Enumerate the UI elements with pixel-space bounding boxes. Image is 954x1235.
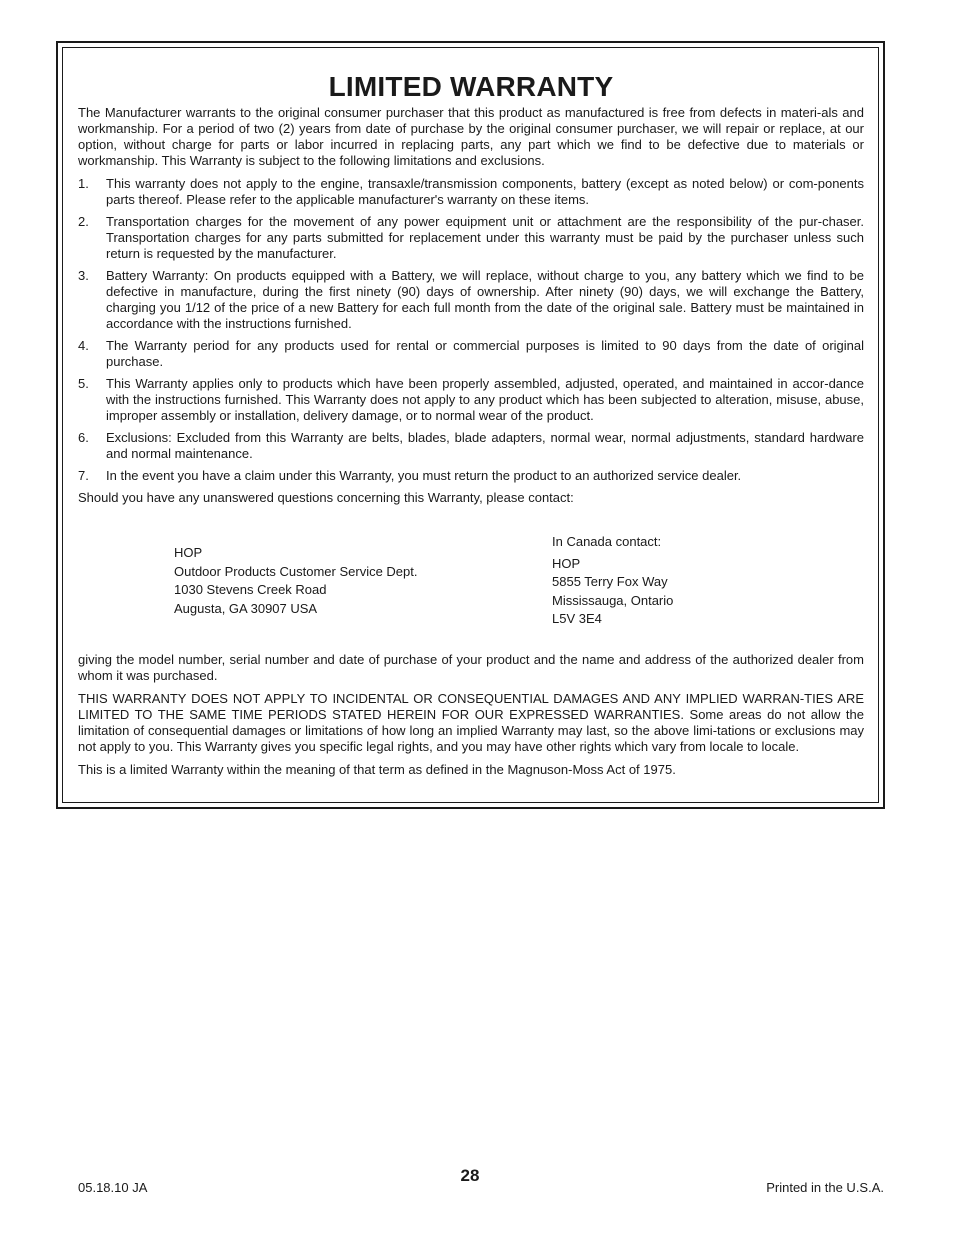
list-item	[78, 376, 864, 424]
item-text: In the event you have a claim under this Warranty, you must return the product to an authorized service dealer.	[106, 468, 742, 483]
list-item	[78, 214, 864, 262]
list-item	[78, 176, 864, 208]
canada-street: 5855 Terry Fox Way	[552, 574, 668, 589]
warranty-content	[78, 70, 864, 785]
item-number: 1.	[78, 176, 89, 191]
item-text: This Warranty applies only to products which have been properly assembled, adjusted, operated, and maintained in accor-dance with the instructions furnished. This Warranty does not apply to any product which has been subjected to alteration, misuse, abuse, improper assembly or installation, delivery damage, or to normal wear of the product.	[106, 376, 864, 423]
canada-postal: L5V 3E4	[552, 611, 602, 626]
contact-addresses	[78, 524, 864, 652]
item-text: Transportation charges for the movement of any power equipment unit or attachment are the responsibility of the pur-chaser. Transportation charges for any parts submitted for replacement under this warranty must be paid by the purchaser unless such return is requested by the manufacturer.	[106, 214, 864, 261]
page-number: 28	[460, 1166, 480, 1185]
item-text: The Warranty period for any products used for rental or commercial purposes is limited to 90 days from the date of original purchase.	[106, 338, 864, 369]
us-street: 1030 Stevens Creek Road	[174, 582, 327, 597]
us-address	[174, 544, 418, 618]
list-item	[78, 268, 864, 332]
item-number: 3.	[78, 268, 89, 283]
list-item	[78, 468, 864, 484]
intro-paragraph: The Manufacturer warrants to the original consumer purchaser that this product as manufactured is free from defects in materi-als and workmanship. For a period of two (2) years from date of purchase by the original consumer purchaser, we will repair or replace, at our option, without charge for parts or labor incurred in replacing parts, any part which we find to be defective due to materials or workmanship. This Warranty is subject to the following limitations and exclusions.	[78, 105, 864, 168]
us-company: HOP	[174, 545, 203, 560]
list-item	[78, 338, 864, 370]
item-text: Battery Warranty: On products equipped with a Battery, we will replace, without charge to you, any battery which we find to be defective in manufacture, during the first ninety (90) days of ownership. After ninety (90) days, we will exchange the Battery, charging you 1/12 of the price of a new Battery for each full month from the date of the original sale. Battery must be maintained in accordance with the instructions furnished.	[106, 268, 864, 331]
canada-address	[552, 533, 673, 629]
limitations-list	[78, 176, 864, 484]
canada-company: HOP	[552, 555, 581, 571]
list-item	[78, 430, 864, 462]
canada-label: In Canada contact:	[552, 534, 662, 549]
giving-paragraph: giving the model number, serial number and date of purchase of your product and the name and address of the authorized dealer from whom it was purchased.	[78, 652, 864, 683]
item-number: 2.	[78, 214, 89, 229]
us-dept: Outdoor Products Customer Service Dept.	[174, 563, 418, 579]
questions-paragraph: Should you have any unanswered questions concerning this Warranty, please contact:	[78, 490, 574, 505]
canada-city: Mississauga, Ontario	[552, 592, 674, 608]
item-number: 4.	[78, 338, 89, 353]
disclaimer-paragraph: THIS WARRANTY DOES NOT APPLY TO INCIDENTAL OR CONSEQUENTIAL DAMAGES AND ANY IMPLIED WARRAN-TIES ARE LIMITED TO THE SAME TIME PERIODS STATED HEREIN FOR OUR EXPRESSED WARRANTIES. Some areas do not allow the limitation of consequential damages or limitations of how long an implied Warranty may last, so the above limi-tations or exclusions may not apply to you. This Warranty gives you specific legal rights, and you may have other rights which vary from locale to locale.	[78, 691, 864, 754]
item-number: 5.	[78, 376, 89, 391]
item-text: Exclusions: Excluded from this Warranty are belts, blades, blade adapters, normal wear, normal adjustments, standard hardware and normal maintenance.	[106, 430, 864, 461]
page-title: LIMITED WARRANTY	[328, 71, 614, 102]
printed-in: Printed in the U.S.A.	[766, 1180, 884, 1195]
item-number: 7.	[78, 468, 89, 483]
item-text: This warranty does not apply to the engine, transaxle/transmission components, battery (except as noted below) or com-ponents parts thereof. Please refer to the applicable manufacturer's warranty on these items.	[106, 176, 864, 207]
limited-paragraph: This is a limited Warranty within the meaning of that term as defined in the Magnuson-Moss Act of 1975.	[78, 762, 676, 777]
us-city: Augusta, GA 30907 USA	[174, 600, 318, 616]
document-code: 05.18.10 JA	[78, 1180, 148, 1195]
item-number: 6.	[78, 430, 89, 445]
